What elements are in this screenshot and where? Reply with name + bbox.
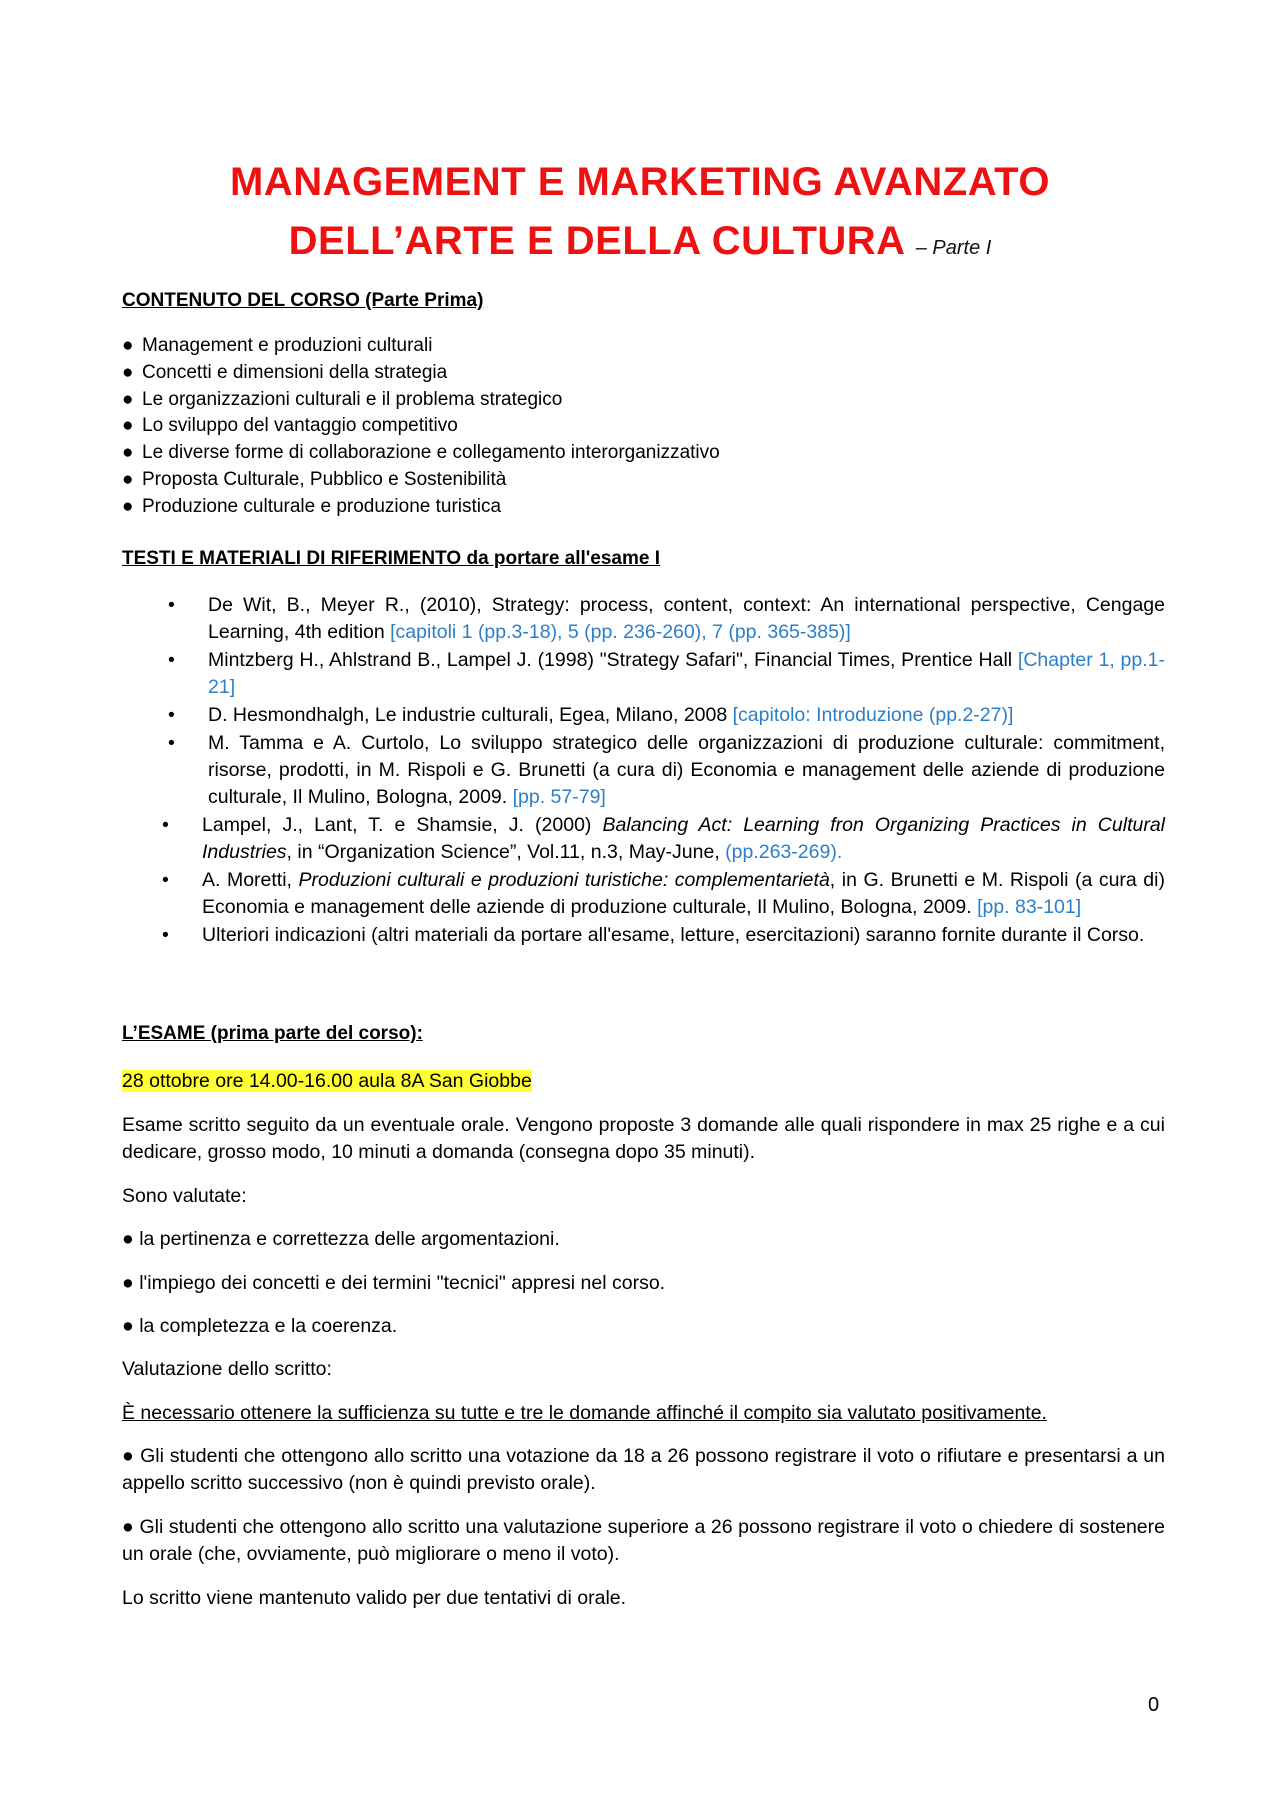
bullet-icon: ● [122, 442, 134, 464]
exam-description: Esame scritto seguito da un eventuale orale. Vengono proposte 3 domande alle quali rispondere in max 25 righe e a cui dedicare, grosso modo, 10 minuti a domanda (consegna dopo 35 minuti). [122, 1114, 1165, 1163]
exam-date-highlight: 28 ottobre ore 14.00-16.00 aula 8A San Giobbe [122, 1070, 532, 1092]
bullet-icon: ● [122, 415, 134, 437]
reference-pages: [Chapter 1, pp.1-21] [208, 649, 1165, 698]
criteria-item: ● l'impiego dei concetti e dei termini "tecnici" appresi nel corso. [122, 1272, 666, 1294]
references-heading: TESTI E MATERIALI DI RIFERIMENTO da portare all'esame I [122, 548, 661, 569]
sufficiency-requirement: È necessario ottenere la sufficienza su tutte e tre le domande affinché il compito sia valutato positivamente. [122, 1402, 1047, 1424]
reference-item: • Mintzberg H., Ahlstrand B., Lampel J. (1998) "Strategy Safari", Financial Times, Prentice Hall [Chapter 1, pp.1-21] [168, 649, 1165, 698]
exam-date [122, 1068, 1165, 1095]
reference-pages: (pp.263-269). [725, 841, 843, 863]
list-item: ● Le diverse forme di collaborazione e collegamento interorganizzativo [122, 440, 720, 467]
list-item: ● Lo sviluppo del vantaggio competitivo [122, 413, 720, 440]
list-item: ● Management e produzioni culturali [122, 333, 720, 360]
reference-item: • De Wit, B., Meyer R., (2010), Strategy: process, content, context: An international perspective, Cengage Learning, 4th edition [capitoli 1 (pp.3-18), 5 (pp. 236-260), 7 (pp. 365-385)] [168, 594, 1165, 643]
title-part-label: – Parte I [915, 237, 992, 259]
written-validity: Lo scritto viene mantenuto valido per due tentativi di orale. [122, 1587, 627, 1609]
bullet-icon: • [168, 594, 175, 616]
grading-rule-2: ● Gli studenti che ottengono allo scritto una valutazione superiore a 26 possono registrare il voto o chiedere di sostenere un orale (che, ovviamente, può migliorare o meno il voto). [122, 1516, 1165, 1565]
bullet-icon: • [168, 704, 175, 726]
list-item: ● Produzione culturale e produzione turistica [122, 494, 720, 521]
course-topics-list [122, 333, 720, 521]
reference-title: Balancing Act: Learning fron Organizing Practices in Cultural Industries [202, 814, 1166, 863]
exam-heading: L’ESAME (prima parte del corso): [122, 1023, 423, 1044]
bullet-icon: ● [122, 1315, 140, 1337]
reference-item: • Ulteriori indicazioni (altri materiali da portare all'esame, letture, esercitazioni) saranno fornite durante il Corso. [170, 922, 1165, 949]
criteria-item: ● la completezza e la coerenza. [122, 1315, 398, 1337]
bullet-icon: ● [122, 388, 134, 410]
bullet-icon: • [168, 649, 175, 671]
bullet-icon: • [162, 869, 169, 891]
reference-item: • M. Tamma e A. Curtolo, Lo sviluppo strategico delle organizzazioni di produzione culturale: commitment, risorse, prodotti, in M. Rispoli e G. Brunetti (a cura di) Economia e management delle aziende di produzione culturale, Il Mulino, Bologna, 2009. [pp. 57-79] [168, 732, 1165, 808]
bullet-icon: • [168, 732, 175, 754]
evaluation-intro: Sono valutate: [122, 1185, 247, 1207]
page-number: 0 [1148, 1694, 1160, 1716]
bullet-icon: ● [122, 335, 134, 356]
title-line-1: MANAGEMENT E MARKETING AVANZATO [230, 160, 1050, 204]
list-item: ● Proposta Culturale, Pubblico e Sostenibilità [122, 467, 720, 494]
reference-title: Produzioni culturali e produzioni turistiche: complementarietà [298, 869, 830, 891]
reference-pages: [capitolo: Introduzione (pp.2-27)] [732, 704, 1014, 726]
reference-pages: [capitoli 1 (pp.3-18), 5 (pp. 236-260), 7 (pp. 365-385)] [390, 621, 851, 643]
title-line-2-text: DELL’ARTE E DELLA CULTURA [288, 219, 905, 263]
grading-rule-1: ● Gli studenti che ottengono allo scritto una votazione da 18 a 26 possono registrare il voto o rifiutare e presentarsi a un appello scritto successivo (non è quindi previsto orale). [122, 1445, 1165, 1494]
bullet-icon: ● [122, 468, 134, 490]
bullet-icon: ● [122, 361, 134, 383]
reference-pages: [pp. 83-101] [977, 896, 1082, 918]
bullet-icon: ● [122, 495, 134, 517]
reference-item: • D. Hesmondhalgh, Le industrie culturali, Egea, Milano, 2008 [capitolo: Introduzione (pp.2-27)] [170, 702, 1165, 729]
bullet-icon: ● [122, 1445, 141, 1467]
written-evaluation-label: Valutazione dello scritto: [122, 1358, 332, 1380]
bullet-icon: ● [122, 1516, 140, 1538]
references-list [162, 592, 1166, 950]
bullet-icon: ● [122, 1272, 140, 1294]
reference-item: • A. Moretti, Produzioni culturali e produzioni turistiche: complementarietà, in G. Brunetti e M. Rispoli (a cura di) Economia e management delle aziende di produzione culturale, Il Mulino, Bologna, 2009. [pp. 83-101] [162, 869, 1165, 918]
criteria-item: ● la pertinenza e correttezza delle argomentazioni. [122, 1228, 560, 1250]
bullet-icon: • [162, 924, 169, 946]
list-item: ● Le organizzazioni culturali e il problema strategico [122, 387, 720, 414]
reference-pages: [pp. 57-79] [512, 786, 606, 808]
reference-item: • Lampel, J., Lant, T. e Shamsie, J. (2000) Balancing Act: Learning fron Organizing Practices in Cultural Industries, in “Organization Science”, Vol.11, n.3, May-June, (pp.263-269). [162, 814, 1166, 863]
course-content-heading: CONTENUTO DEL CORSO (Parte Prima) [122, 290, 484, 311]
title-line-2 [0, 219, 1280, 264]
bullet-icon: • [162, 814, 169, 836]
list-item: ● Concetti e dimensioni della strategia [122, 360, 720, 387]
bullet-icon: ● [122, 1228, 140, 1250]
